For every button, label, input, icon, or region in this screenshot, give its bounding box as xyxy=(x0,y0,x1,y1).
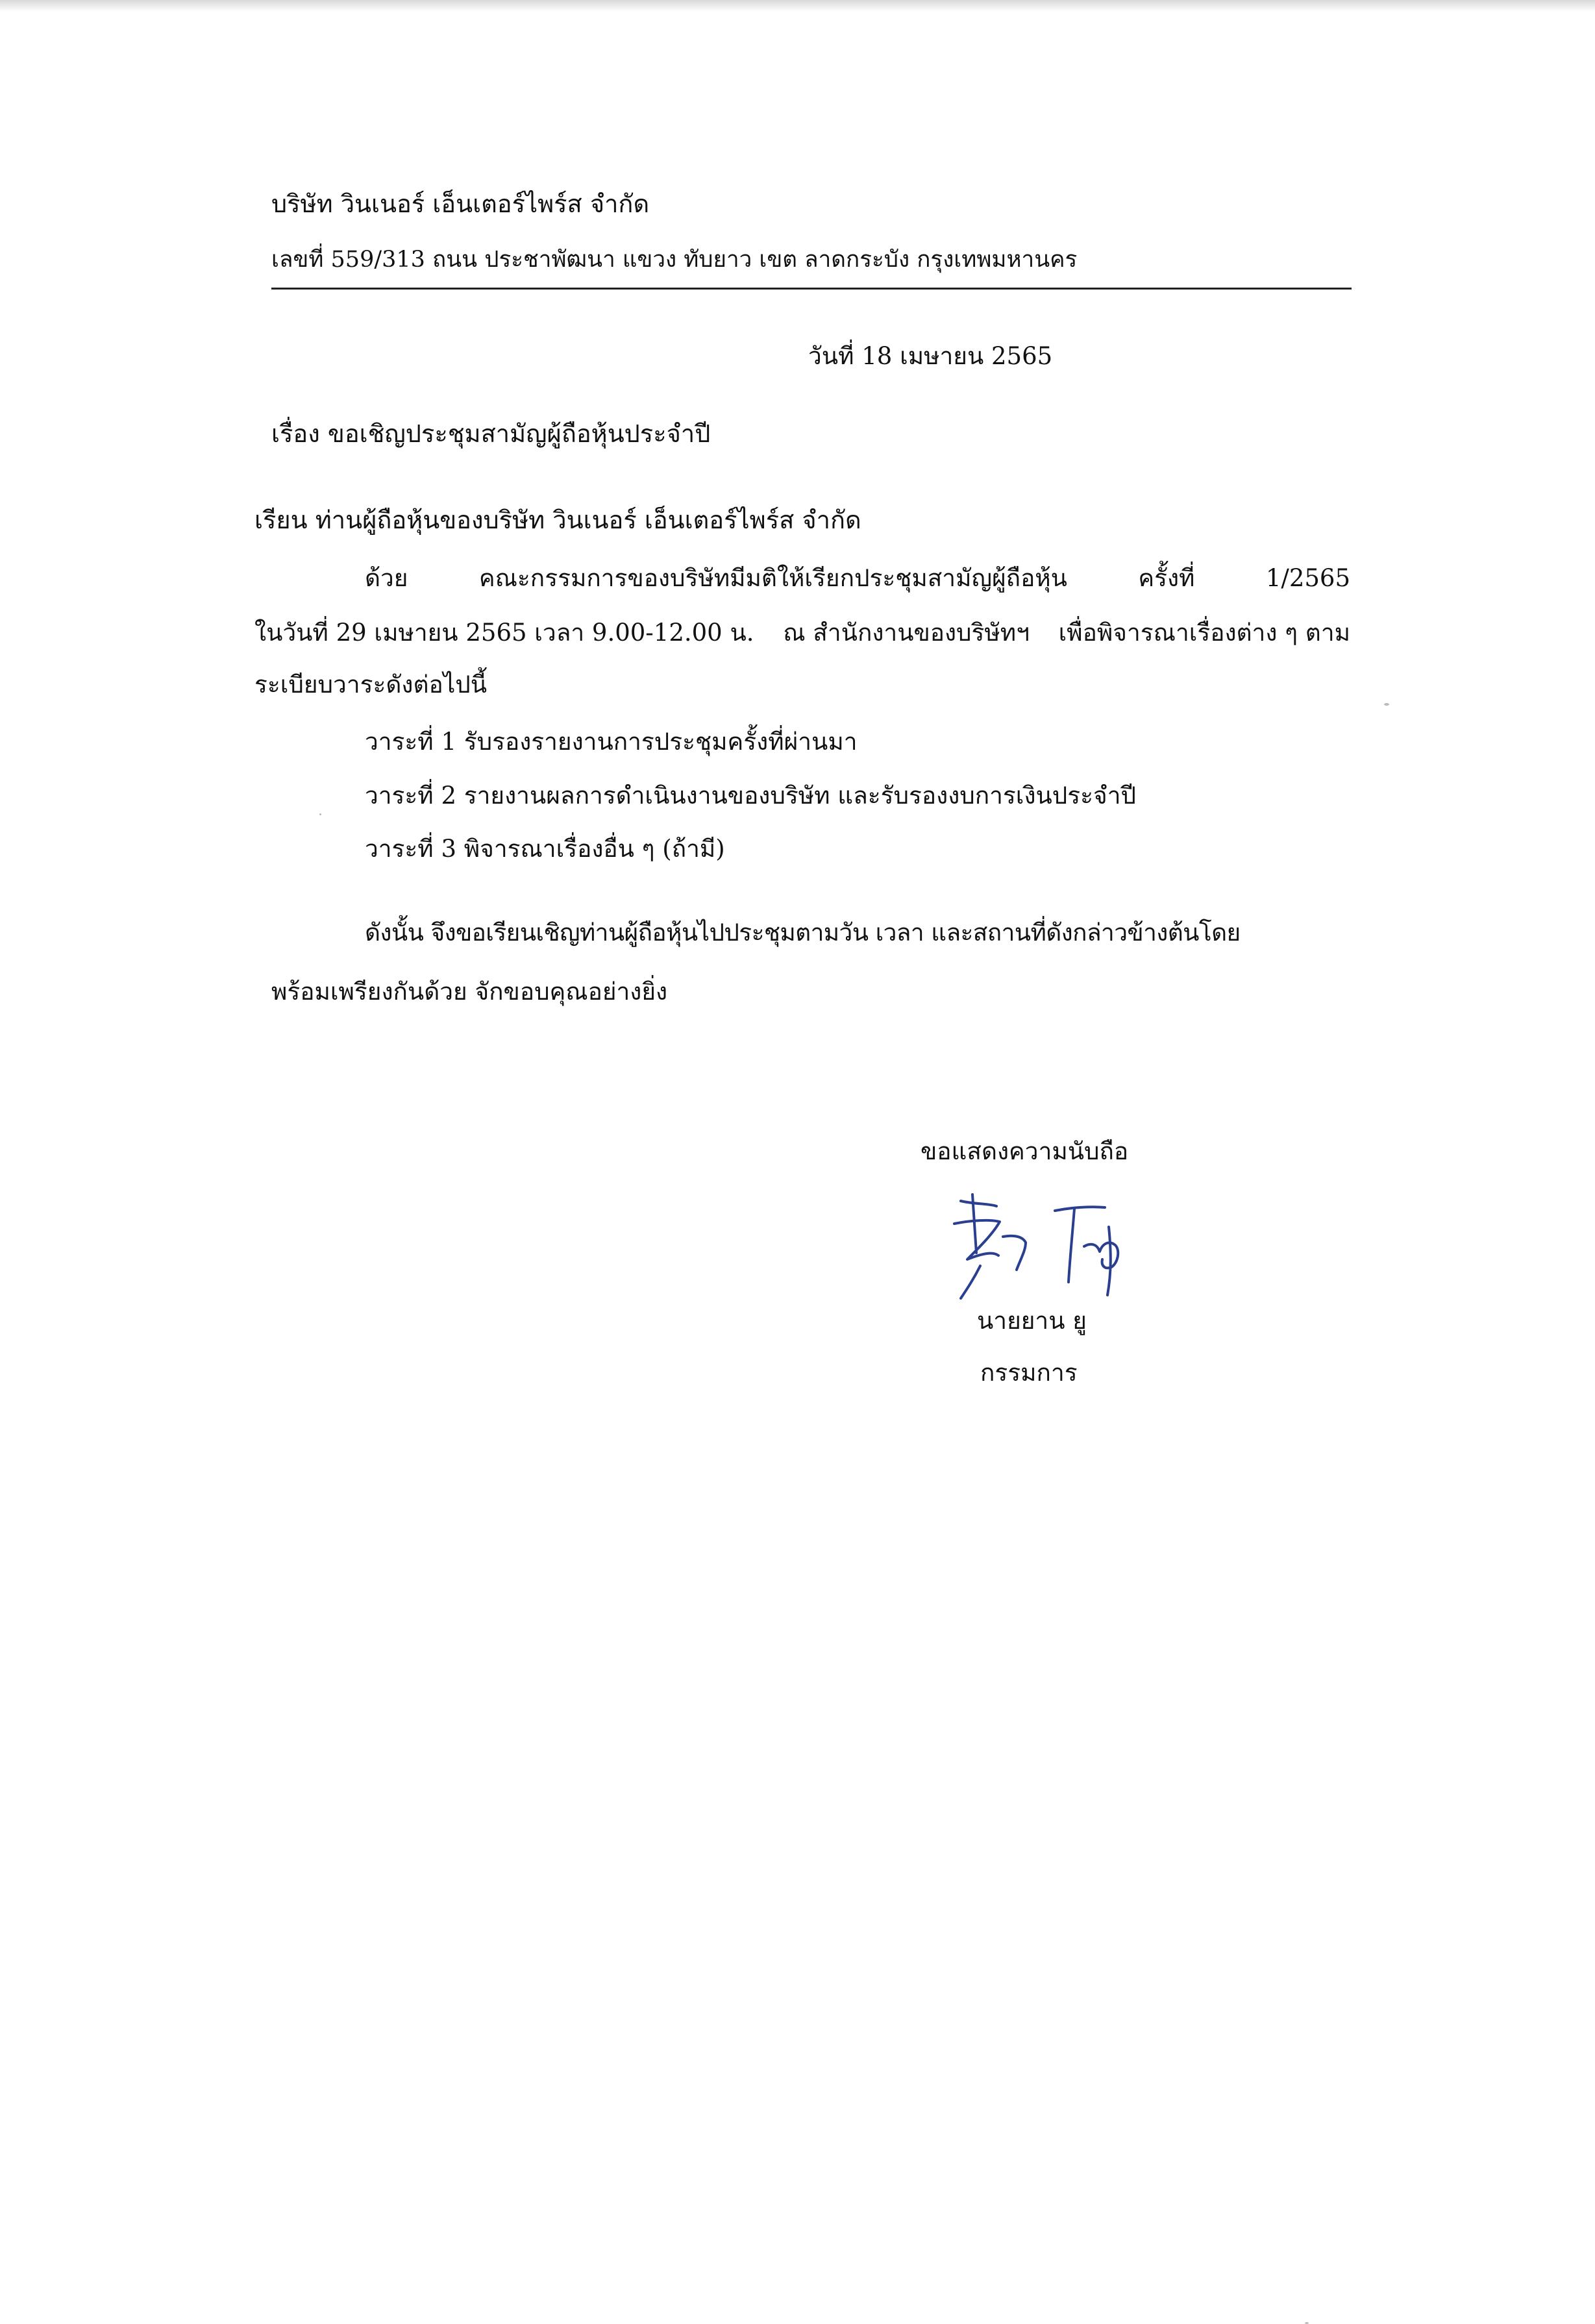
company-name: บริษัท วินเนอร์ เอ็นเตอร์ไพร์ส จำกัด xyxy=(271,190,650,218)
body-line-3: ระเบียบวาระดังต่อไปนี้ xyxy=(254,671,488,698)
body-phrase-board: คณะกรรมการของบริษัทมีมติให้เรียกประชุมสามัญผู้ถือหุ้น xyxy=(478,564,1067,592)
letter-subject: เรื่อง ขอเชิญประชุมสามัญผู้ถือหุ้นประจำปี xyxy=(271,419,711,448)
company-address: เลขที่ 559/313 ถนน ประชาพัฒนา แขวง ทับยาว เขต ลาดกระบัง กรุงเทพมหานคร xyxy=(271,247,1078,273)
handwritten-signature xyxy=(935,1188,1149,1305)
agenda-item-3: วาระที่ 3 พิจารณาเรื่องอื่น ๆ (ถ้ามี) xyxy=(365,835,725,863)
body-line-1 xyxy=(365,564,1350,593)
body-word-duay: ด้วย xyxy=(365,564,408,592)
body-meeting-purpose: เพื่อพิจารณาเรื่องต่าง ๆ ตาม xyxy=(1058,619,1350,647)
signoff-regards: ขอแสดงความนับถือ xyxy=(921,1137,1129,1165)
closing-line-2: พร้อมเพรียงกันด้วย จักขอบคุณอย่างยิ่ง xyxy=(271,978,668,1006)
body-meeting-place: ณ สำนักงานของบริษัทฯ xyxy=(783,619,1030,647)
body-meeting-number: 1/2565 xyxy=(1265,564,1350,592)
letter-recipient: เรียน ท่านผู้ถือหุ้นของบริษัท วินเนอร์ เอ็นเตอร์ไพร์ส จำกัด xyxy=(254,506,861,534)
signer-title: กรรมการ xyxy=(980,1359,1078,1387)
scan-speck xyxy=(1384,703,1389,706)
letter-date: วันที่ 18 เมษายน 2565 xyxy=(808,342,1053,370)
body-word-time: ครั้งที่ xyxy=(1138,564,1195,592)
scan-edge-shadow xyxy=(0,0,1595,12)
letterhead-divider xyxy=(271,288,1352,290)
body-line-2 xyxy=(254,619,1350,647)
agenda-item-2: วาระที่ 2 รายงานผลการดำเนินงานของบริษัท และรับรองงบการเงินประจำปี xyxy=(365,782,1136,810)
signer-name: นายยาน ยู xyxy=(977,1307,1087,1335)
scan-speck xyxy=(319,813,321,815)
body-meeting-datetime: ในวันที่ 29 เมษายน 2565 เวลา 9.00-12.00 น. xyxy=(254,619,754,647)
closing-line-1: ดังนั้น จึงขอเรียนเชิญท่านผู้ถือหุ้นไปประชุมตามวัน เวลา และสถานที่ดังกล่าวข้างต้นโดย xyxy=(365,919,1241,946)
agenda-item-1: วาระที่ 1 รับรองรายงานการประชุมครั้งที่ผ่านมา xyxy=(365,728,858,756)
